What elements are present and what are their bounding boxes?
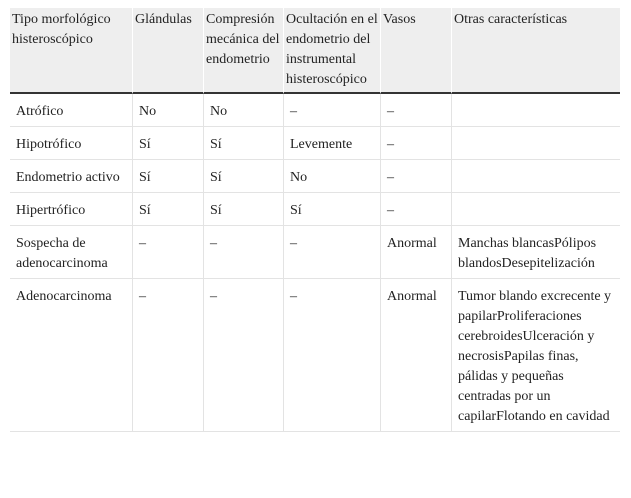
cell-ocultacion: – [284,226,381,279]
cell-glandulas: Sí [133,160,204,193]
cell-compresion: Sí [204,127,284,160]
cell-ocultacion: – [284,94,381,127]
cell-tipo: Adenocarcinoma [10,279,133,432]
cell-otras [452,193,620,226]
cell-glandulas: – [133,279,204,432]
cell-vasos: – [381,94,452,127]
table-row [10,279,620,432]
cell-compresion: Sí [204,193,284,226]
cell-otras: Tumor blando excrecente y papilarProliferaciones cerebroidesUlceración y necrosisPapilas finas, pálidas y pequeñas centradas por un capilarFlotando en cavidad [452,279,620,432]
cell-tipo: Atrófico [10,94,133,127]
header-glandulas: Glándulas [133,8,204,94]
header-otras: Otras características [452,8,620,94]
cell-compresion: – [204,279,284,432]
table-header [10,8,620,94]
cell-glandulas: Sí [133,127,204,160]
table-body [10,94,620,432]
classification-table [10,8,620,432]
cell-vasos: – [381,127,452,160]
table-row [10,94,620,127]
cell-otras [452,127,620,160]
cell-compresion: – [204,226,284,279]
cell-vasos: Anormal [381,226,452,279]
header-row [10,8,620,94]
cell-otras [452,94,620,127]
cell-compresion: No [204,94,284,127]
cell-vasos: Anormal [381,279,452,432]
cell-ocultacion: – [284,279,381,432]
header-tipo: Tipo morfológico histeroscópico [10,8,133,94]
cell-ocultacion: Sí [284,193,381,226]
cell-tipo: Hipotrófico [10,127,133,160]
cell-vasos: – [381,193,452,226]
table-row [10,127,620,160]
header-compresion: Compresión mecánica del endometrio [204,8,284,94]
cell-otras: Manchas blancasPólipos blandosDesepitelización [452,226,620,279]
cell-glandulas: – [133,226,204,279]
cell-ocultacion: No [284,160,381,193]
cell-tipo: Sospecha de adenocarcinoma [10,226,133,279]
header-ocultacion: Ocultación en el endometrio del instrumental histeroscópico [284,8,381,94]
cell-glandulas: Sí [133,193,204,226]
header-vasos: Vasos [381,8,452,94]
cell-compresion: Sí [204,160,284,193]
cell-tipo: Hipertrófico [10,193,133,226]
table-row [10,160,620,193]
table-row [10,226,620,279]
cell-otras [452,160,620,193]
cell-ocultacion: Levemente [284,127,381,160]
cell-vasos: – [381,160,452,193]
table-row [10,193,620,226]
cell-tipo: Endometrio activo [10,160,133,193]
cell-glandulas: No [133,94,204,127]
